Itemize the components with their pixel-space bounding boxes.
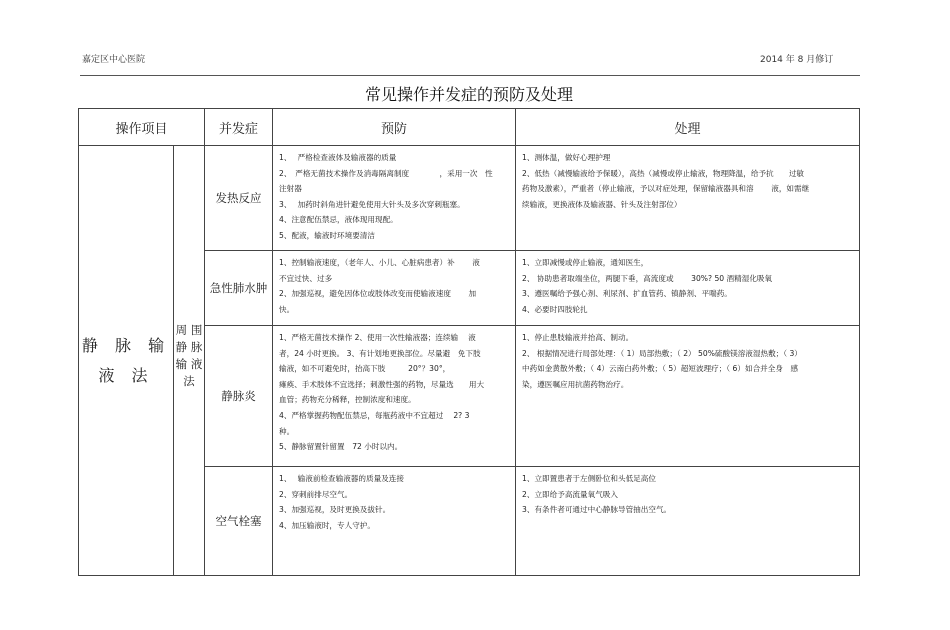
- treatment-line: 2、低热（减慢输液给予保暖），高热（减慢或停止输液，物理降温，给予抗 过敏: [522, 168, 805, 178]
- prevention-line: 注射器: [279, 184, 302, 194]
- treatment-line: 2、 协助患者取端坐位，两腿下垂，高流度或 30%? 50 酒精湿化吸氧: [522, 273, 773, 283]
- treatment-line: 2、立即给予高流量氧气吸入: [522, 489, 618, 499]
- treatment-line: 1、立即置患者于左侧卧位和头低足高位: [522, 474, 656, 483]
- table-header-row: [79, 109, 860, 146]
- treatment-line: 1、停止患肢输液并抬高、制动。: [522, 333, 634, 342]
- complication-cell: 空气栓塞: [205, 467, 273, 576]
- treatment-line: 续输液，更换液体及输液器、针头及注射部位）: [522, 199, 682, 209]
- prevention-line: 瘫痪、手术肢体不宜选择；刺激性强的药物，尽量选 用大: [279, 379, 485, 389]
- prevention-line: 4、注意配伍禁忌，液体现用现配。: [279, 215, 398, 225]
- prevention-line: 血管；药物充分稀释，控制浓度和速度。: [279, 395, 416, 405]
- subcategory-line: 输 液: [175, 357, 203, 371]
- treatment-line: 染，遵医嘱应用抗菌药物治疗。: [522, 379, 629, 389]
- column-header-complication: 并发症: [205, 109, 273, 146]
- prevention-cell: [273, 251, 516, 326]
- prevention-cell: [273, 146, 516, 251]
- complication-cell: 发热反应: [205, 146, 273, 251]
- prevention-line: 1、 输液前检查输液器的质量及连接: [279, 474, 404, 483]
- hospital-name: 嘉定区中心医院: [82, 55, 146, 65]
- prevention-line: 快。: [279, 304, 295, 314]
- procedure-name: [79, 146, 174, 576]
- prevention-cell: [273, 326, 516, 467]
- prevention-line: 2、穿刺前排尽空气。: [279, 489, 353, 499]
- subcategory-line: 静 脉: [175, 340, 203, 354]
- column-header-prevention: 预防: [273, 109, 516, 146]
- complication-cell: 急性肺水肿: [205, 251, 273, 326]
- prevention-line: 2、加强巡视，避免因体位或肢体改变而使输液速度 加: [279, 289, 477, 299]
- procedure-name-line: 静 脉 输: [81, 335, 171, 355]
- complications-table: [78, 108, 860, 576]
- column-header-treatment: 处理: [516, 109, 860, 146]
- prevention-line: 5、配液，输液时环境要清洁: [279, 230, 375, 240]
- prevention-line: 1、控制输液速度，（老年人、小儿、心脏病患者）补 液: [279, 258, 480, 267]
- prevention-line: 1、 严格检查液体及输液器的质量: [279, 153, 397, 162]
- prevention-line: 种。: [279, 426, 295, 436]
- complication-cell: 静脉炎: [205, 326, 273, 467]
- subcategory-line: 周 围: [175, 323, 203, 337]
- treatment-line: 2、 根据情况进行局部处理：（ 1）局部热敷；（ 2） 50%硫酸镁溶液湿热敷；（ 3）: [522, 348, 802, 358]
- treatment-cell: [516, 251, 860, 326]
- revision-date: 2014 年 8 月修订: [760, 55, 834, 65]
- prevention-line: 5、静脉留置针留置 72 小时以内。: [279, 442, 403, 452]
- treatment-cell: [516, 467, 860, 576]
- treatment-cell: [516, 146, 860, 251]
- prevention-line: 3、加强巡视，及时更换及拔针。: [279, 505, 391, 515]
- prevention-line: 4、加压输液时，专人守护。: [279, 520, 375, 530]
- header-divider: [80, 75, 860, 76]
- prevention-line: 2、 严格无菌技术操作及消毒隔离制度 ，采用一次 性: [279, 168, 493, 178]
- treatment-line: 3、有条件者可通过中心静脉导管抽出空气。: [522, 505, 672, 515]
- column-header-procedure: 操作项目: [79, 109, 205, 146]
- treatment-line: 中药如金黄散外敷；（ 4）云南白药外敷；（ 5）超短波理疗；（ 6）如合并全身 感: [522, 364, 799, 374]
- prevention-line: 不宜过快、过多: [279, 273, 333, 283]
- procedure-name-line: 液 法: [98, 365, 154, 385]
- treatment-line: 4、必要时四肢轮扎: [522, 304, 588, 314]
- treatment-line: 药物及激素），严重者（停止输液，予以对症处理，保留输液器具和溶 液，如需继: [522, 184, 810, 194]
- prevention-cell: [273, 467, 516, 576]
- page-title: 常见操作并发症的预防及处理: [364, 85, 573, 104]
- treatment-cell: [516, 326, 860, 467]
- prevention-line: 4、严格掌握药物配伍禁忌，每瓶药液中不宜超过 2? 3: [279, 410, 470, 420]
- prevention-line: 1、严格无菌技术操作 2、使用一次性输液器；连续输 液: [279, 333, 476, 342]
- subcategory-line: 法: [183, 374, 195, 388]
- prevention-line: 者，24 小时更换。 3、有计划地更换部位。尽量避 免下肢: [279, 348, 481, 358]
- table-row: [79, 146, 860, 251]
- prevention-line: 3、 加药时斜角进针避免使用大针头及多次穿刺瓶塞。: [279, 199, 465, 209]
- treatment-line: 3、遵医嘱给予强心剂、利尿剂、扩血管药、镇静剂、平喘药。: [522, 289, 732, 299]
- prevention-line: 输液，如不可避免时，抬高下肢 20°？30°，: [279, 364, 451, 374]
- treatment-line: 1、测体温，做好心理护理: [522, 153, 611, 162]
- treatment-line: 1、立即减慢或停止输液，通知医生，: [522, 258, 649, 267]
- procedure-subcategory: [174, 146, 205, 576]
